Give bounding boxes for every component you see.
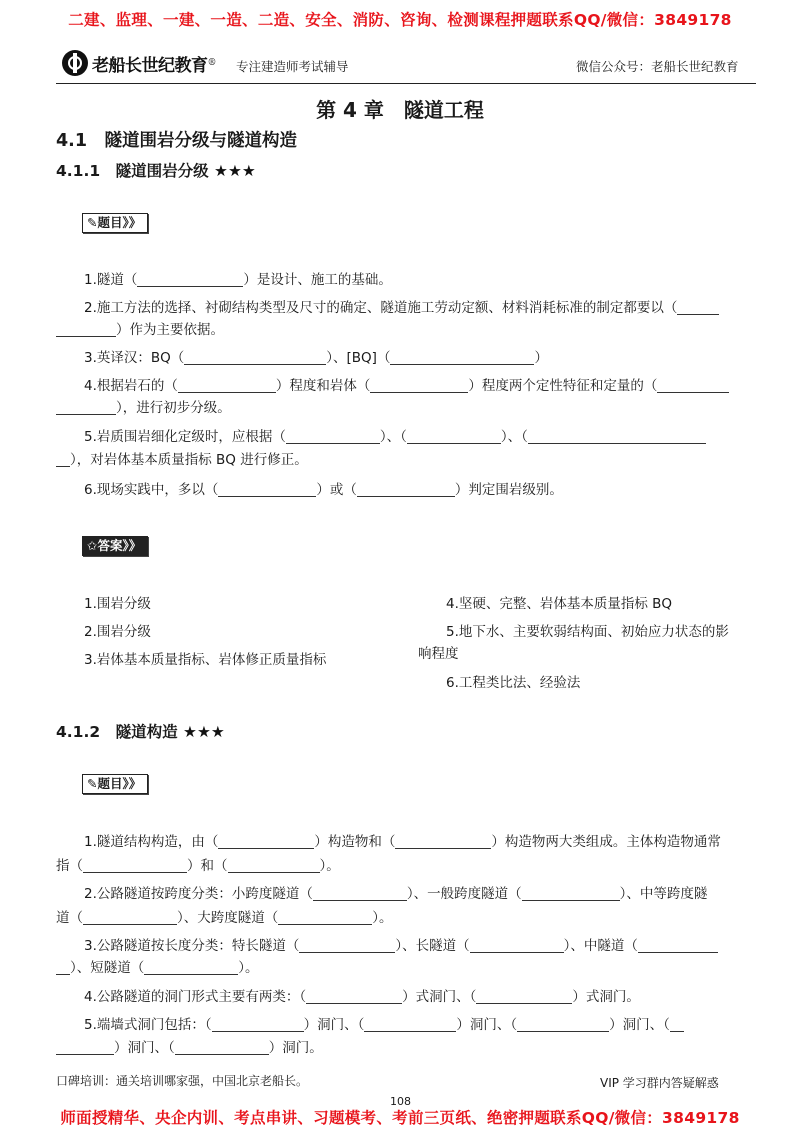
- star-icon: ✩: [87, 538, 98, 553]
- importance-stars: ★★★: [214, 162, 256, 180]
- question-5-line-1: 5.端墙式洞门包括：（ ）洞门、（ ）洞门、（ ）洞门、（: [84, 1015, 684, 1035]
- question-3: 3.英译汉：BQ（ ）、[BQ]（ ）: [84, 350, 548, 366]
- question-6: 6.现场实践中，多以（ ）或（ ）判定围岩级别。: [84, 482, 563, 498]
- question-4-line-1: 4.根据岩石的（ ）程度和岩体（ ）程度两个定性特征和定量的（: [84, 376, 729, 396]
- question-3-line-2: ）、短隧道（ ）。: [56, 958, 259, 978]
- footer-left-slogan: 口碑培训：通关培训哪家强，中国北京老船长。: [56, 1074, 309, 1088]
- header-wechat: 微信公众号：老船长世纪教育: [576, 59, 739, 74]
- answer-3: 3.岩体基本质量指标、岩体修正质量指标: [84, 652, 327, 668]
- subsection-title-2-text: 4.1.2 隧道构造: [56, 723, 178, 741]
- top-promo-banner: 二建、监理、一建、一造、二造、安全、消防、咨询、检测课程押题联系QQ/微信：3849178: [68, 11, 732, 29]
- section-title: 4.1 隧道围岩分级与隧道构造: [56, 131, 298, 151]
- answer-4: 4.坚硬、完整、岩体基本质量指标 BQ: [446, 596, 673, 612]
- question-4-line-2: ），进行初步分级。: [56, 398, 231, 418]
- question-tag: ✎题目》》: [82, 213, 148, 233]
- question-4: 4.公路隧道的洞门形式主要有两类：（ ）式洞门、（ ）式洞门。: [84, 989, 640, 1005]
- question-1: 1.隧道（ ）是设计、施工的基础。: [84, 272, 392, 288]
- header-divider: [56, 83, 756, 84]
- answer-tag: ✩答案》》: [82, 536, 148, 556]
- question-5-line-2: ）洞门、（ ）洞门。: [56, 1038, 323, 1058]
- question-1-line-2: 指（ ）和（ ）。: [56, 858, 340, 874]
- question-tag: ✎题目》》: [82, 774, 148, 794]
- page-number: 108: [390, 1095, 411, 1108]
- pen-icon: ✎: [87, 776, 98, 791]
- subsection-title-1: [56, 159, 256, 181]
- question-5-line-1: 5.岩质围岩细化定级时，应根据（ ）、（ ）、（: [84, 427, 706, 447]
- question-2-line-1: 2.施工方法的选择、衬砌结构类型及尺寸的确定、隧道施工劳动定额、材料消耗标准的制定都要以（: [84, 298, 719, 318]
- footer-right-note: VIP 学习群内答疑解惑: [600, 1076, 719, 1090]
- header-tagline: 专注建造师考试辅导: [236, 59, 349, 74]
- answer-6: 6.工程类比法、经验法: [446, 675, 581, 691]
- ship-wheel-icon: [62, 50, 88, 76]
- question-2-line-1: 2.公路隧道按跨度分类：小跨度隧道（ ）、一般跨度隧道（ ）、中等跨度隧: [84, 886, 708, 902]
- logo-text: 老船长世纪教育: [92, 55, 208, 76]
- answer-2: 2.围岩分级: [84, 624, 151, 640]
- question-1-line-1: 1.隧道结构构造，由（ ）构造物和（ ）构造物两大类组成。主体构造物通常: [84, 834, 721, 850]
- question-2-line-2: ）作为主要依据。: [56, 320, 224, 340]
- question-5-line-2: ），对岩体基本质量指标 BQ 进行修正。: [56, 450, 308, 470]
- question-3-line-1: 3.公路隧道按长度分类：特长隧道（ ）、长隧道（ ）、中隧道（: [84, 936, 718, 956]
- importance-stars: ★★★: [183, 723, 225, 741]
- answer-5-line-1: 5.地下水、主要软弱结构面、初始应力状态的影: [446, 624, 729, 640]
- pen-icon: ✎: [87, 215, 98, 230]
- chapter-title: 第 4 章 隧道工程: [316, 98, 484, 122]
- bottom-promo-banner: 师面授精华、央企内训、考点串讲、习题模考、考前三页纸、绝密押题联系QQ/微信：3849178: [60, 1109, 740, 1127]
- subsection-title-1-text: 4.1.1 隧道围岩分级: [56, 162, 209, 180]
- subsection-title-2: [56, 720, 225, 742]
- brand-logo: [62, 46, 217, 80]
- answer-1: 1.围岩分级: [84, 596, 151, 612]
- registered-mark: ®: [207, 58, 217, 68]
- answer-5-line-2: 响程度: [418, 646, 459, 662]
- question-2-line-2: 道（ ）、大跨度隧道（ ）。: [56, 910, 393, 926]
